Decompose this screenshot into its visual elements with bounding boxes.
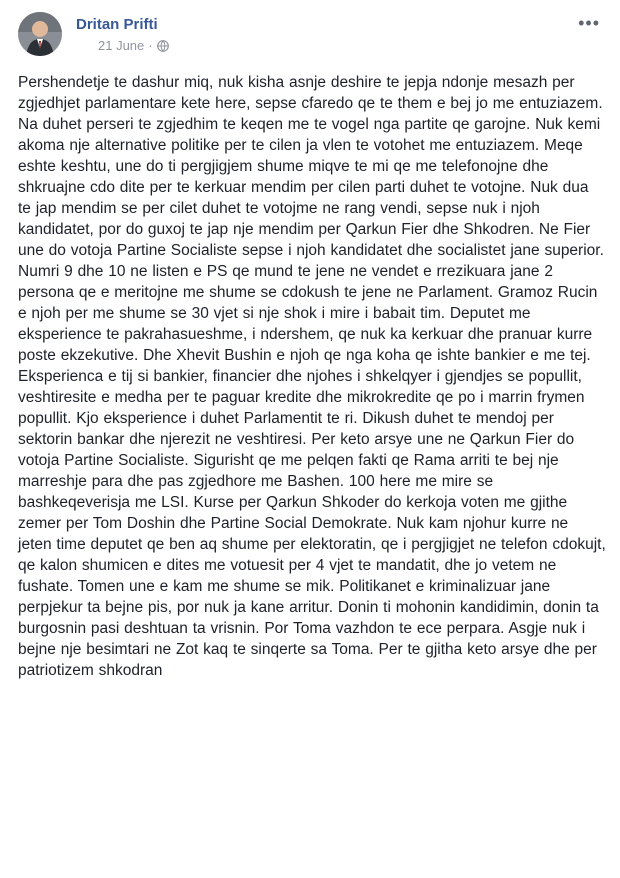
post-body-text: Pershendetje te dashur miq, nuk kisha asnje deshire te jepja ndonje mesazh per zgjedhjet parlamentare kete here, sepse cfaredo qe te them e bej jo me entuziazem. Na duhet perseri te zgjedhim te keqen me te vogel nga partite qe garojne. Nuk kemi akoma nje alternative politike per te cilen ja vlen te votohet me entuziazem. Meqe eshte keshtu, une do ti pergjigjem shume miqve te mi qe me telefonojne dhe shkruajne cdo dite per te kerkuar mendim per cilen parti duhet te votojne. Nuk dua te jap mendim se per cilet duhet te votojme ne rang vendi, sepse nuk i njoh kandidatet, por do guxoj te jap nje mendim per Qarkun Fier dhe Shkodren. Ne Fier une do votoja Partine Socialiste sepse i njoh kandidatet dhe socialistet jane superior. Numri 9 dhe 10 ne listen e PS qe mund te jene ne vendet e rrezikuara jane 2 persona qe e meritojne me shume se cdokush te jene ne Parlament. Gramoz Rucin e njoh per me shume se 30 vjet si nje shok i mire i babait tim. Deputet me eksperience te pakrahasueshme, i ndershem, qe nuk ka kerkuar dhe pranuar kurre poste ekzekutive. Dhe Xhevit Bushin e njoh qe nga koha qe ishte bankier e me tej. Eksperienca e tij si bankier, financier dhe njohes i shkelqyer i gjendjes se popullit, veshtiresite e medha per te paguar kredite dhe mikrokredite qe po i marrin frymen popullit. Kjo eksperience i duhet Parlamentit te ri. Dikush duhet te mendoj per sektorin bankar dhe njerezit ne veshtiresi. Per keto arsye une ne Qarkun Fier do votoja Partine Socialiste. Sigurisht qe me pelqen fakti qe Rama arriti te bej nje marreshje para dhe pas zgjedhore me Bashen. 100 here me mire se bashkeqeverisja me LSI. Kurse per Qarkun Shkoder do kerkoja voten me gjithe zemer per Tom Doshin dhe Partine Social Demokrate. Nuk kam njohur kurre ne jeten time deputet qe ben aq shume per elektoratin, qe i pergjigjet ne telefon cdokujt, qe kalon shumicen e dites me votuesit per 4 vjet te mandatit, dhe jo vetem ne fushate. Tomen une e kam me shume se mik. Politikanet e kriminalizuar jane perpjekur ta bejne pis, por nuk ja kane arritur. Donin ti mohonin kandidimin, donin ta burgosnin pasi deshtuan ta vrisnin. Por Toma vazhdon te ece perpara. Asgje nuk i bejne nje besimtari ne Zot kaq te sinqerte sa Toma. Per te gjitha keto arsye dhe per patriotizem shkodran [18,74,606,679]
post-header [18,12,604,60]
avatar-image [18,12,62,56]
globe-icon[interactable] [157,40,169,52]
post-meta [98,38,169,53]
meta-separator: · [148,38,153,53]
more-options-icon[interactable]: ••• [578,13,600,33]
avatar[interactable] [18,12,62,56]
author-name-link[interactable]: Dritan Prifti [76,16,158,33]
post-body [18,72,606,681]
post-date-link[interactable]: 21 June [98,38,145,53]
